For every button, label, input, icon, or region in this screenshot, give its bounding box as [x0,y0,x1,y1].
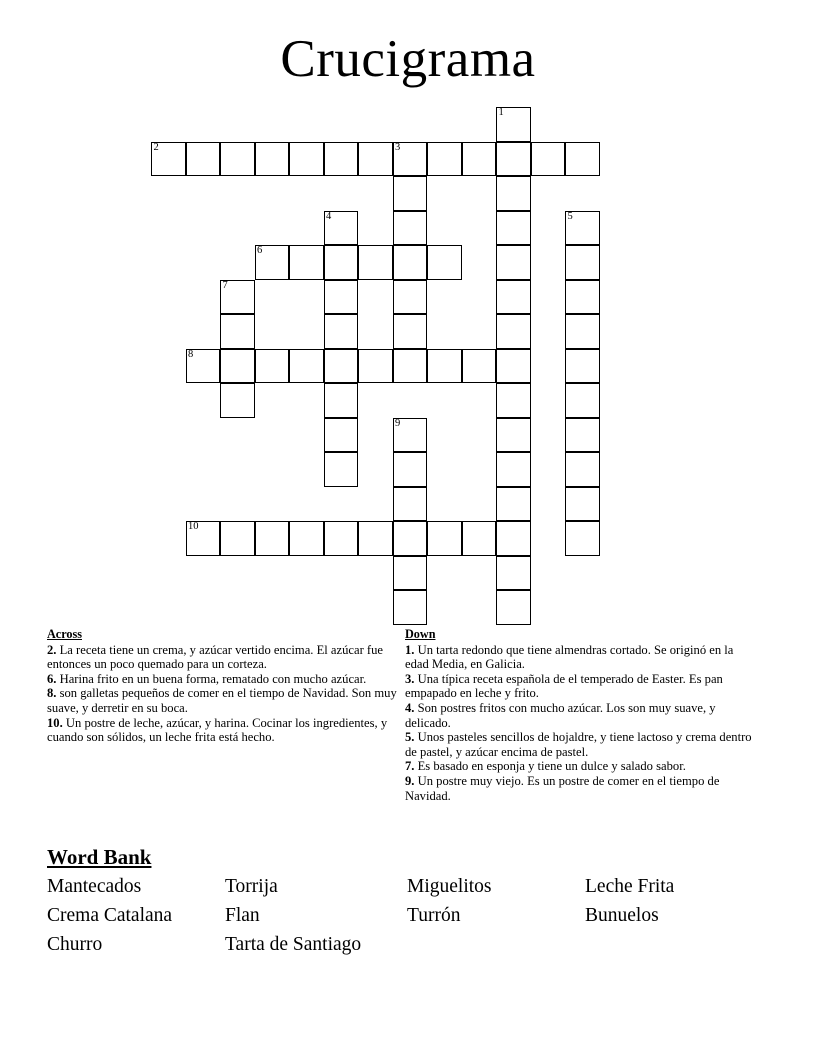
word-bank-word[interactable]: Leche Frita [585,876,675,897]
word-bank-row [47,930,777,959]
crossword-cell[interactable] [565,487,600,522]
clues-down-heading: Down [405,627,436,641]
crossword-cell[interactable] [393,176,428,211]
clue-text: Un postre de leche, azúcar, y harina. Cocinar los ingredientes, y cuando son sólidos, un leche frita está hecho. [47,715,388,745]
crossword-cell[interactable] [255,349,290,384]
word-bank-heading: Word Bank [47,845,152,869]
clues-across-column [47,627,397,745]
crossword-cell[interactable] [186,349,221,384]
clue-item [405,759,753,774]
page-title: Crucigrama [280,30,536,88]
crossword-cell[interactable] [427,245,462,280]
crossword-cell[interactable] [496,590,531,625]
crossword-cell[interactable] [255,521,290,556]
crossword-cell[interactable] [324,349,359,384]
crossword-cell[interactable] [496,452,531,487]
crossword-cell[interactable] [496,176,531,211]
crossword-cell[interactable] [393,590,428,625]
crossword-cell[interactable] [393,452,428,487]
crossword-cell[interactable] [393,211,428,246]
crossword-cell-number: 9 [395,417,401,429]
crossword-cell[interactable] [220,314,255,349]
word-bank-word[interactable]: Crema Catalana [47,905,173,926]
crossword-cell[interactable] [289,245,324,280]
crossword-grid[interactable] [151,107,631,637]
crossword-cell[interactable] [289,521,324,556]
word-bank-word[interactable]: Turrón [407,905,461,926]
crossword-cell[interactable] [496,314,531,349]
clue-text: Es basado en esponja y tiene un dulce y salado sabor. [414,759,686,774]
word-bank-word[interactable]: Torrija [225,876,278,897]
crossword-cell[interactable] [324,521,359,556]
crossword-cell[interactable] [324,211,359,246]
crossword-cell-number: 3 [395,141,401,153]
crossword-cell[interactable] [393,521,428,556]
crossword-cell[interactable] [220,383,255,418]
clue-number: 6. [47,671,57,686]
crossword-cell-number: 8 [188,348,194,360]
clue-item [405,730,753,759]
clues-across-list [47,643,397,745]
crossword-cell[interactable] [565,452,600,487]
crossword-cell[interactable] [255,142,290,177]
crossword-cell[interactable] [324,245,359,280]
crossword-cell[interactable] [393,314,428,349]
crossword-cell[interactable] [496,349,531,384]
crossword-cell[interactable] [565,280,600,315]
crossword-cell[interactable] [565,521,600,556]
word-bank-row [47,901,777,930]
crossword-cell[interactable] [496,245,531,280]
crossword-cell[interactable] [496,487,531,522]
crossword-cell[interactable] [565,211,600,246]
clue-text: Harina frito en un buena forma, rematado con mucho azúcar. [56,671,367,686]
crossword-cell-number: 2 [153,141,159,153]
crossword-cell[interactable] [324,418,359,453]
crossword-cell[interactable] [427,142,462,177]
crossword-cell[interactable] [565,418,600,453]
crossword-cell[interactable] [220,280,255,315]
crossword-cell[interactable] [220,349,255,384]
crossword-cell[interactable] [393,280,428,315]
crossword-cell[interactable] [393,556,428,591]
crossword-cell[interactable] [531,142,566,177]
clue-item [405,643,753,672]
crossword-cell[interactable] [358,142,393,177]
crossword-cell[interactable] [496,107,531,142]
crossword-cell[interactable] [393,245,428,280]
crossword-cell[interactable] [427,349,462,384]
clue-text: La receta tiene un crema, y azúcar vertido encima. El azúcar fue entonces un poco quemado para un corteza. [47,642,383,672]
crossword-cell[interactable] [393,487,428,522]
crossword-cell[interactable] [496,211,531,246]
clues-across-heading: Across [47,627,82,641]
crossword-cell-number: 7 [222,279,228,291]
clue-item [405,672,753,701]
word-bank-word[interactable]: Miguelitos [407,876,492,897]
word-bank-word[interactable]: Tarta de Santiago [225,934,362,955]
crossword-cell[interactable] [358,349,393,384]
word-bank-word[interactable]: Mantecados [47,876,142,897]
clue-item [405,701,753,730]
clue-item [47,716,397,745]
clue-item [47,643,397,672]
crossword-cell[interactable] [565,142,600,177]
crossword-cell[interactable] [565,349,600,384]
crossword-cell[interactable] [496,142,531,177]
word-bank-section [47,845,777,959]
crossword-cell[interactable] [289,142,324,177]
crossword-cell[interactable] [462,521,497,556]
clue-text: Son postres fritos con mucho azúcar. Los son muy suave, y delicado. [405,700,716,730]
clues-down-list [405,643,753,804]
crossword-cell[interactable] [324,452,359,487]
crossword-cell[interactable] [289,349,324,384]
crossword-cell[interactable] [324,280,359,315]
crossword-cell[interactable] [427,521,462,556]
word-bank-word[interactable]: Bunuelos [585,905,659,926]
clue-item [47,672,397,687]
crossword-cell[interactable] [462,349,497,384]
word-bank-word[interactable]: Flan [225,905,260,926]
crossword-cell-number: 10 [188,521,199,532]
crossword-cell[interactable] [186,521,221,556]
clue-item [405,774,753,803]
crossword-cell[interactable] [496,556,531,591]
crossword-cell[interactable] [393,349,428,384]
clue-number: 4. [405,700,415,715]
crossword-cell[interactable] [324,383,359,418]
crossword-cell[interactable] [565,383,600,418]
clue-number: 9. [405,773,415,788]
crossword-cell[interactable] [393,418,428,453]
crossword-cell[interactable] [393,142,428,177]
crossword-cell[interactable] [462,142,497,177]
clue-number: 2. [47,642,57,657]
word-bank-word[interactable]: Churro [47,934,103,955]
clue-number: 7. [405,759,415,774]
crossword-cell-number: 4 [326,210,332,222]
crossword-cell[interactable] [220,521,255,556]
crossword-cell[interactable] [496,418,531,453]
clue-number: 3. [405,671,415,686]
clues-down-column [405,627,753,803]
crossword-cell[interactable] [496,280,531,315]
clue-text: Unos pasteles sencillos de hojaldre, y tiene lactoso y crema dentro de pastel, y azúcar encima de pastel. [405,730,752,759]
crossword-cell-number: 6 [257,245,263,256]
crossword-cell[interactable] [324,314,359,349]
word-bank-row [47,872,777,901]
crossword-cell[interactable] [324,142,359,177]
clue-item [47,686,397,715]
crossword-cell[interactable] [358,521,393,556]
crossword-cell[interactable] [220,142,255,177]
clue-text: Un postre muy viejo. Es un postre de comer en el tiempo de Navidad. [405,773,720,803]
crossword-cell[interactable] [151,142,186,177]
crossword-cell-number: 1 [498,107,504,118]
crossword-cell[interactable] [186,142,221,177]
clue-number: 10. [47,715,63,730]
clue-text: son galletas pequeños de comer en el tiempo de Navidad. Son muy suave, y derretir en su boca. [47,686,397,715]
crossword-cell[interactable] [565,245,600,280]
crossword-cell[interactable] [358,245,393,280]
crossword-cell-number: 5 [567,210,573,222]
clue-number: 5. [405,730,415,745]
crossword-cell[interactable] [496,521,531,556]
clue-number: 1. [405,642,415,657]
crossword-cell[interactable] [496,383,531,418]
clue-text: Una típica receta española de el temperado de Easter. Es pan empapado en leche y frito. [405,671,723,701]
crossword-cell[interactable] [255,245,290,280]
crossword-cell[interactable] [565,314,600,349]
clue-text: Un tarta redondo que tiene almendras cortado. Se originó en la edad Media, en Galicia. [405,642,734,672]
clue-number: 8. [47,686,57,701]
word-bank-grid [47,872,777,959]
